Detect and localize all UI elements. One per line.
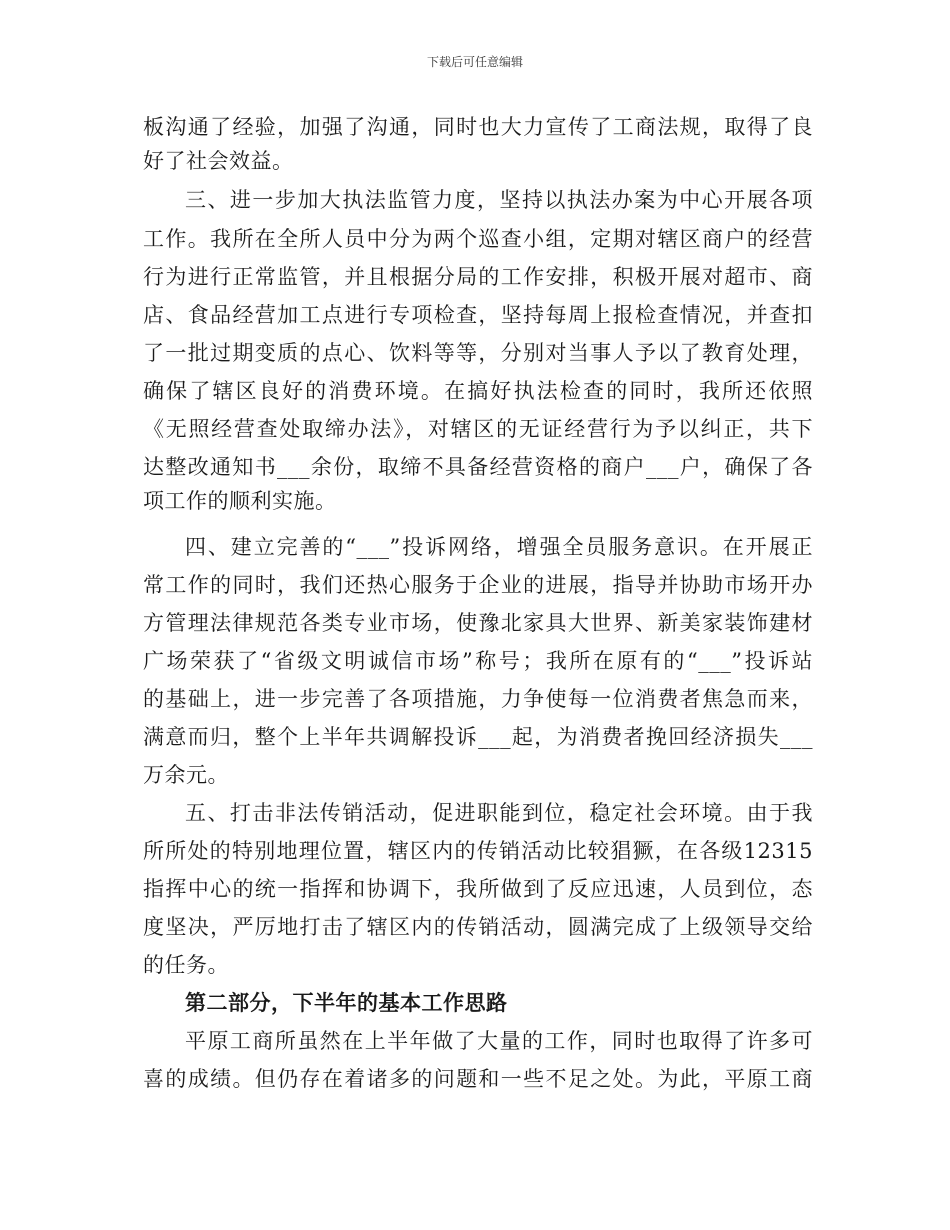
- text-line: 确保了辖区良好的消费环境。在搞好执法检查的同时，我所还依照: [143, 379, 813, 403]
- text-line: 指挥中心的统一指挥和协调下，我所做到了反应迅速，人员到位，态: [143, 877, 813, 901]
- text-line: 万余元。: [143, 763, 229, 787]
- text-line: 常工作的同时，我们还热心服务于企业的进展，指导并协助市场开办: [143, 573, 813, 597]
- text-line: 好了社会效益。: [143, 149, 294, 173]
- text-line: 度坚决，严厉地打击了辖区内的传销活动，圆满完成了上级领导交给: [143, 915, 813, 939]
- text-line: 《无照经营查处取缔办法》，对辖区的无证经营行为予以纠正，共下: [143, 417, 813, 441]
- text-line: 五、打击非法传销活动，促进职能到位，稳定社会环境。由于我: [185, 801, 813, 825]
- text-line: 广场荣获了“省级文明诚信市场”称号；我所在原有的“___”投诉站: [143, 649, 813, 673]
- text-line: 店、食品经营加工点进行专项检查，坚持每周上报检查情况，并查扣: [143, 303, 813, 327]
- text-line: 项工作的顺利实施。: [143, 489, 337, 513]
- text-line: 的基础上，进一步完善了各项措施，力争使每一位消费者焦急而来，: [143, 687, 813, 711]
- section-heading: 第二部分，下半年的基本工作思路: [185, 990, 508, 1015]
- text-line: 方管理法律规范各类专业市场，使豫北家具大世界、新美家装饰建材: [143, 611, 813, 635]
- text-line: 喜的成绩。但仍存在着诸多的问题和一些不足之处。为此，平原工商: [143, 1067, 813, 1091]
- text-line: 三、进一步加大执法监管力度，坚持以执法办案为中心开展各项: [185, 188, 813, 212]
- text-line: 达整改通知书___余份，取缔不具备经营资格的商户___户，确保了各: [143, 455, 813, 479]
- text-line: 了一批过期变质的点心、饮料等等，分别对当事人予以了教育处理，: [143, 341, 813, 365]
- text-line: 工作。我所在全所人员中分为两个巡查小组，定期对辖区商户的经营: [143, 227, 813, 251]
- text-line: 板沟通了经验，加强了沟通，同时也大力宣传了工商法规，取得了良: [143, 115, 813, 139]
- text-line: 所所处的特别地理位置，辖区内的传销活动比较猖獗，在各级12315: [143, 839, 813, 863]
- text-line: 四、建立完善的“___”投诉网络，增强全员服务意识。在开展正: [185, 535, 813, 559]
- text-line: 行为进行正常监管，并且根据分局的工作安排，积极开展对超市、商: [143, 265, 813, 289]
- text-line: 平原工商所虽然在上半年做了大量的工作，同时也取得了许多可: [185, 1029, 813, 1053]
- text-line: 的任务。: [143, 953, 229, 977]
- text-line: 满意而归，整个上半年共调解投诉___起，为消费者挽回经济损失___: [143, 725, 813, 749]
- page-header: 下载后可任意编辑: [426, 55, 523, 69]
